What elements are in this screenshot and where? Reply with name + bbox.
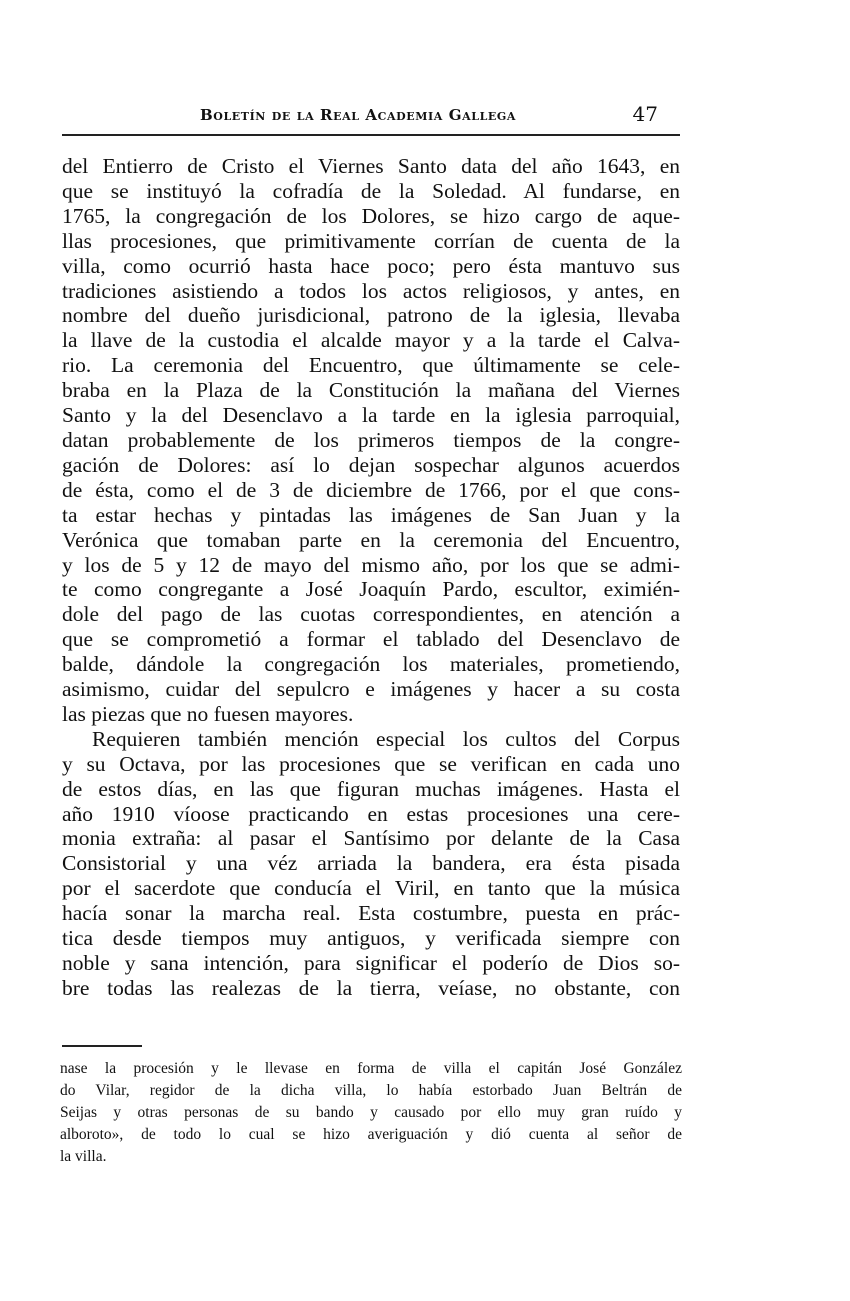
text-line: año 1910 víoose practicando en estas procesiones una cere- [62, 801, 680, 826]
text-line: tradiciones asistiendo a todos los actos religiosos, y antes, en [62, 278, 680, 303]
text-line: por el sacerdote que conducía el Viril, en tanto que la música [62, 876, 680, 901]
text-line: y su Octava, por las procesiones que se verifican en cada uno [62, 751, 680, 776]
text-line: llas procesiones, que primitivamente corrían de cuenta de la [62, 228, 680, 253]
text-line: las piezas que no fuesen mayores. [62, 701, 354, 726]
text-line: del Entierro de Cristo el Viernes Santo data del año 1643, en [62, 154, 680, 178]
footnote-line: do Vilar, regidor de la dicha villa, lo había estorbado Juan Beltrán de [60, 1082, 682, 1099]
text-line: rio. La ceremonia del Encuentro, que últimamente se cele- [62, 353, 680, 378]
text-line: Consistorial y una véz arriada la bandera, era ésta pisada [62, 851, 680, 876]
text-line: de estos días, en las que figuran muchas imágenes. Hasta el [62, 776, 680, 801]
footnote-line: Seijas y otras personas de su bando y causado por ello muy gran ruído y [60, 1104, 682, 1121]
text-line: tica desde tiempos muy antiguos, y verificada siempre con [62, 926, 680, 951]
text-line: Santo y la del Desenclavo a la tarde en la iglesia parroquial, [62, 403, 680, 428]
text-line: hacía sonar la marcha real. Esta costumbre, puesta en prác- [62, 901, 680, 926]
paragraph-start-line: Requieren también mención especial los cultos del Corpus [92, 726, 680, 751]
text-line: balde, dándole la congregación los materiales, prometiendo, [62, 652, 680, 677]
text-line: que se instituyó la cofradía de la Soledad. Al fundarse, en [62, 178, 680, 203]
footnote [60, 1058, 682, 1168]
text-line: braba en la Plaza de la Constitución la mañana del Viernes [62, 378, 680, 403]
text-line: y los de 5 y 12 de mayo del mismo año, por los que se admi- [62, 552, 680, 577]
text-line: la llave de la custodia el alcalde mayor y a la tarde el Calva- [62, 328, 680, 353]
running-header [62, 100, 680, 136]
text-line: asimismo, cuidar del sepulcro e imágenes y hacer a su costa [62, 677, 680, 702]
footnote-line: alboroto», de todo lo cual se hizo averiguación y dió cuenta al señor de [60, 1126, 682, 1143]
text-line: dole del pago de las cuotas correspondientes, en atención a [62, 602, 680, 627]
text-line: 1765, la congregación de los Dolores, se hizo cargo de aque- [62, 203, 680, 228]
text-line: nombre del dueño jurisdicional, patrono de la iglesia, llevaba [62, 303, 680, 328]
text-line: ta estar hechas y pintadas las imágenes de San Juan y la [62, 502, 680, 527]
journal-title: Boletín de la Real Academia Gallega [200, 106, 517, 124]
footnote-line: nase la procesión y le llevase en forma de villa el capitán José González [60, 1060, 682, 1077]
text-line: te como congregante a José Joaquín Pardo, escultor, eximién- [62, 577, 680, 602]
footnote-separator [62, 1045, 142, 1047]
text-line: que se comprometió a formar el tablado del Desenclavo de [62, 627, 680, 652]
text-line: noble y sana intención, para significar el poderío de Dios so- [62, 951, 680, 975]
footnote-line: la villa. [60, 1148, 107, 1165]
text-line: bre todas las realezas de la tierra, veíase, no obstante, con [62, 975, 680, 1000]
text-line: gación de Dolores: así lo dejan sospechar algunos acuerdos [62, 452, 680, 477]
text-line: villa, como ocurrió hasta hace poco; pero ésta mantuvo sus [62, 253, 680, 278]
text-line: monia extraña: al pasar el Santísimo por delante de la Casa [62, 826, 680, 851]
body-text [62, 154, 680, 1001]
text-line: datan probablemente de los primeros tiempos de la congre- [62, 427, 680, 452]
text-line: Verónica que tomaban parte en la ceremonia del Encuentro, [62, 527, 680, 552]
text-line: de ésta, como el de 3 de diciembre de 1766, por el que cons- [62, 477, 680, 502]
page-number: 47 [632, 102, 658, 126]
